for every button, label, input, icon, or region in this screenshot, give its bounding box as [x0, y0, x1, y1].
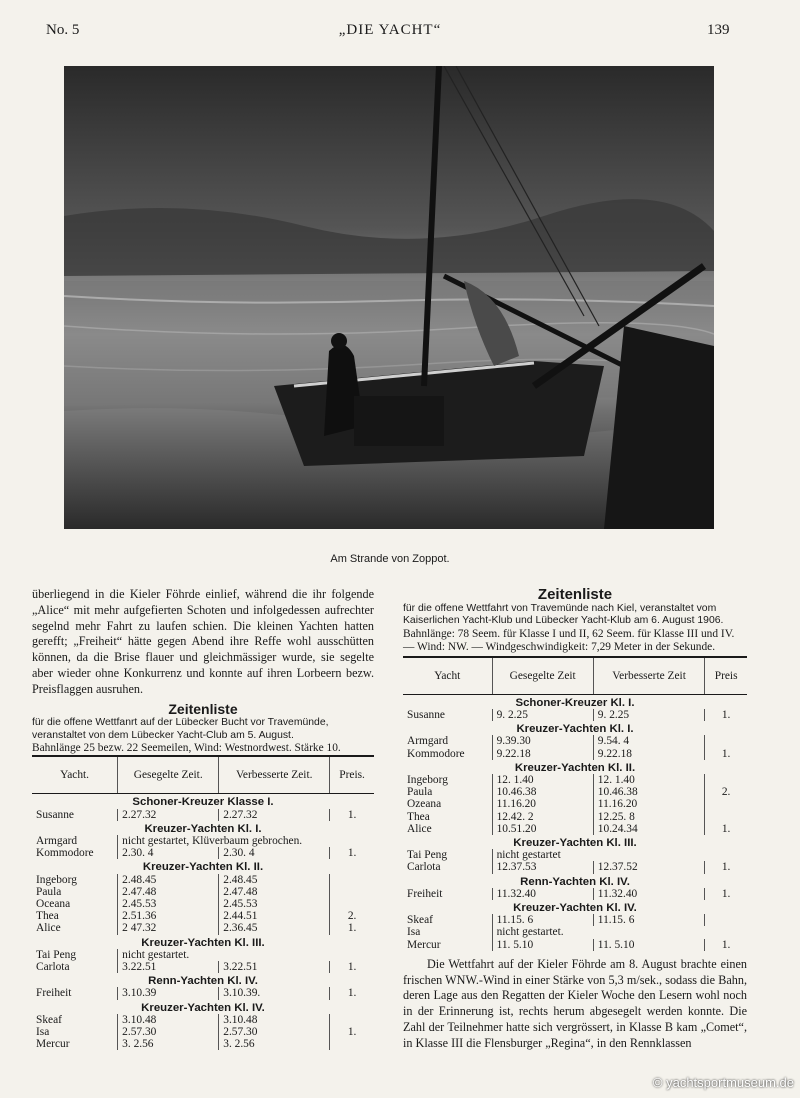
prize: 2. — [330, 910, 374, 922]
class-heading: Kreuzer-Yachten Kl. IV. — [513, 902, 637, 915]
table-row — [403, 709, 747, 721]
yacht-name: Ingeborg — [36, 873, 77, 886]
class-heading-row — [32, 794, 374, 809]
class-heading: Schoner-Kreuzer Kl. I. — [515, 696, 635, 709]
column-header: Preis. — [330, 756, 374, 794]
right-results-table — [403, 656, 747, 951]
corrected-time: 9. 2.25 — [593, 709, 704, 721]
prize — [705, 735, 747, 747]
yacht-name: Isa — [407, 926, 421, 939]
class-heading-row — [32, 821, 374, 835]
right-column — [403, 587, 747, 1052]
class-heading: Kreuzer-Yachten Kl. III. — [513, 837, 637, 850]
sailed-time: 11.32.40 — [492, 888, 593, 900]
corrected-time: 3.22.51 — [219, 961, 330, 973]
corrected-time: 9.22.18 — [593, 748, 704, 760]
watermark: © yachtsportmuseum.de — [652, 1075, 794, 1090]
prize — [705, 811, 747, 823]
prize — [705, 774, 747, 786]
yacht-name: Susanne — [407, 709, 445, 721]
class-heading: Kreuzer-Yachten Kl. IV. — [141, 1001, 265, 1014]
sailed-time: 2 47.32 — [118, 922, 219, 934]
class-heading-row — [32, 935, 374, 949]
table-row — [403, 849, 747, 861]
column-header: Preis — [705, 657, 747, 695]
class-heading: Kreuzer-Yachten Kl. I. — [516, 723, 634, 736]
corrected-time: 12.37.52 — [593, 861, 704, 873]
prize — [705, 798, 747, 810]
right-list-conditions: Bahnlänge: 78 Seem. für Klasse I und II, 62 Seem. für Klasse III und IV. — Wind: NW. — Windgeschwindigkeit: 7,29 Meter in der Sekunde. — [403, 627, 735, 653]
table-row — [32, 987, 374, 999]
sailed-time: nicht gestartet. — [118, 949, 374, 961]
sailed-time: nicht gestartet, Klüverbaum gebrochen. — [118, 835, 374, 847]
sailed-time: 9.39.30 — [492, 735, 593, 747]
corrected-time: 2.30. 4 — [219, 847, 330, 859]
sailed-time: 2.57.30 — [118, 1026, 219, 1038]
column-header: Gesegelte Zeit. — [118, 756, 219, 794]
yacht-name: Tai Peng — [36, 948, 77, 961]
sailed-time: 12. 1.40 — [492, 774, 593, 786]
prize: 2. — [705, 786, 747, 798]
right-paragraph — [403, 957, 747, 1052]
class-heading: Renn-Yachten Kl. IV. — [520, 875, 630, 888]
table-row — [403, 774, 747, 786]
table-row — [32, 961, 374, 973]
yacht-name: Alice — [36, 922, 61, 935]
sailed-time: 2.48.45 — [118, 874, 219, 886]
prize — [330, 1014, 374, 1026]
corrected-time: 11.15. 6 — [593, 914, 704, 926]
column-header: Gesegelte Zeit — [492, 657, 593, 695]
class-heading: Kreuzer-Yachten Kl. II. — [514, 761, 636, 774]
sailed-time: 11.16.20 — [492, 798, 593, 810]
yacht-name: Thea — [36, 910, 59, 923]
prize: 1. — [705, 823, 747, 835]
sailed-time: 2.47.48 — [118, 886, 219, 898]
yacht-name: Freiheit — [407, 887, 443, 900]
yacht-name: Paula — [407, 786, 433, 799]
sailed-time: 3.10.39 — [118, 987, 219, 999]
column-header: Yacht. — [32, 756, 118, 794]
class-heading-row — [403, 835, 747, 849]
prize — [705, 914, 747, 926]
table-row — [403, 823, 747, 835]
sailed-time: 3.22.51 — [118, 961, 219, 973]
corrected-time: 2.45.53 — [219, 898, 330, 910]
corrected-time: 2.57.30 — [219, 1026, 330, 1038]
corrected-time: 3.10.48 — [219, 1014, 330, 1026]
class-heading: Kreuzer-Yachten Kl. I. — [144, 822, 262, 835]
right-paragraph-text: Die Wettfahrt auf der Kieler Föhrde am 8. August brachte einen frischen WNW.-Wind in einer Stärke von 5,3 m/sek., sodass die Bahn, deren Lage aus den Regatten der Kieler Woche den Lesern wohl noch in der Erinnerung ist, rechts herum abgesegelt werden konnte. Die Zahl der Teilnehmer hatte sich vergrössert, in Klasse B kam „Comet“, in Klasse III die Flensburger „Regina“, in den Rennklassen — [403, 956, 747, 1050]
table-row — [403, 798, 747, 810]
yacht-name: Skeaf — [407, 914, 433, 927]
prize: 1. — [330, 987, 374, 999]
yacht-name: Freiheit — [36, 987, 72, 1000]
class-heading-row — [403, 760, 747, 774]
yacht-name: Ingeborg — [407, 774, 448, 787]
yacht-name: Mercur — [36, 1038, 70, 1051]
yacht-name: Alice — [407, 822, 432, 835]
left-column — [32, 587, 374, 1050]
sailed-time: 10.51.20 — [492, 823, 593, 835]
table-row — [32, 874, 374, 886]
corrected-time: 11.32.40 — [593, 888, 704, 900]
corrected-time: 12.25. 8 — [593, 811, 704, 823]
table-row — [32, 847, 374, 859]
yacht-name: Susanne — [36, 808, 74, 821]
class-heading: Renn-Yachten Kl. IV. — [148, 975, 258, 988]
sailed-time: 2.45.53 — [118, 898, 219, 910]
table-row — [32, 910, 374, 922]
table-row — [403, 735, 747, 747]
class-heading-row — [32, 1000, 374, 1014]
table-row — [32, 1038, 374, 1050]
sailed-time: 12.37.53 — [492, 861, 593, 873]
column-header: Yacht — [403, 657, 492, 695]
corrected-time: 2.47.48 — [219, 886, 330, 898]
sailed-time: 2.30. 4 — [118, 847, 219, 859]
yacht-name: Thea — [407, 810, 430, 823]
corrected-time: 2.27.32 — [219, 809, 330, 821]
yacht-name: Carlota — [407, 861, 441, 874]
left-results-table — [32, 755, 374, 1050]
class-heading-row — [403, 874, 747, 888]
table-row — [32, 886, 374, 898]
prize — [330, 874, 374, 886]
column-header: Verbesserte Zeit. — [219, 756, 330, 794]
corrected-time: 3.10.39. — [219, 987, 330, 999]
corrected-time: 3. 2.56 — [219, 1038, 330, 1050]
class-heading-row — [403, 694, 747, 709]
corrected-time: 12. 1.40 — [593, 774, 704, 786]
prize: 1. — [705, 709, 747, 721]
column-header: Verbesserte Zeit — [593, 657, 704, 695]
left-list-subtitle: für die offene Wettfanrt auf der Lübecker Bucht vor Travemünde, veranstaltet von dem Lübecker Yacht-Club am 5. August. — [32, 717, 329, 741]
beach-photo — [64, 66, 714, 529]
yacht-name: Ozeana — [407, 798, 442, 811]
journal-title: „DIE YACHT“ — [338, 22, 442, 38]
corrected-time: 2.44.51 — [219, 910, 330, 922]
right-list-subtitle: für die offene Wettfahrt von Travemünde nach Kiel, veranstaltet vom Kaiserlichen Yacht-Klub und Lübecker Yacht-Klub am 6. August 1906. — [403, 602, 724, 627]
photo-caption: Am Strande von Zoppot. — [330, 553, 450, 565]
sailed-time: 2.27.32 — [118, 809, 219, 821]
class-heading: Kreuzer-Yachten Kl. II. — [142, 861, 264, 874]
class-heading-row — [32, 973, 374, 987]
yacht-name: Armgard — [407, 735, 449, 748]
photo-illustration — [64, 66, 714, 529]
sailed-time: 3.10.48 — [118, 1014, 219, 1026]
sailed-time: 9.22.18 — [492, 748, 593, 760]
corrected-time: 10.46.38 — [593, 786, 704, 798]
prize: 1. — [330, 809, 374, 821]
class-heading-row — [403, 721, 747, 735]
corrected-time: 11. 5.10 — [593, 939, 704, 951]
table-row — [32, 809, 374, 821]
table-row — [403, 888, 747, 900]
prize: 1. — [705, 748, 747, 760]
prize — [330, 898, 374, 910]
yacht-name: Kommodore — [407, 747, 465, 760]
sailed-time: 9. 2.25 — [492, 709, 593, 721]
corrected-time: 9.54. 4 — [593, 735, 704, 747]
class-heading-row — [403, 900, 747, 914]
yacht-name: Kommodore — [36, 847, 94, 860]
corrected-time: 2.48.45 — [219, 874, 330, 886]
table-row — [32, 1026, 374, 1038]
yacht-name: Oceana — [36, 898, 71, 910]
table-row — [403, 786, 747, 798]
yacht-name: Carlota — [36, 961, 70, 974]
yacht-name: Isa — [36, 1026, 50, 1039]
corrected-time: 10.24.34 — [593, 823, 704, 835]
sailed-time: 10.46.38 — [492, 786, 593, 798]
sailed-time: 12.42. 2 — [492, 811, 593, 823]
table-row — [32, 898, 374, 910]
left-paragraph — [32, 587, 374, 698]
class-heading: Schoner-Kreuzer Klasse I. — [132, 796, 274, 809]
corrected-time: 11.16.20 — [593, 798, 704, 810]
yacht-name: Skeaf — [36, 1013, 62, 1026]
sailed-time: 11.15. 6 — [492, 914, 593, 926]
right-list-title: Zeitenliste — [537, 586, 613, 603]
sailed-time: 2.51.36 — [118, 910, 219, 922]
yacht-name: Mercur — [407, 938, 441, 951]
table-row — [32, 949, 374, 961]
prize: 1. — [330, 961, 374, 973]
left-paragraph-text: überliegend in die Kieler Föhrde einlief, während die ihr folgende „Alice“ mit mehr aufgefierten Schoten und infolgedessen aufrechter segelnd mehr Fahrt zu laufen schien. Die kleinen Yachten hatten gerefft; „Freiheit“ hätte gegen Abend ihre Reffe wohl ausschütten können, da die Brise flauer und gleichmässiger wurde, sie segelte aber wieder ohne Konkurrenz und konnte auf ihren Lorbeern bezw. Preisflaggen ausruhen. — [32, 587, 374, 696]
yacht-name: Tai Peng — [407, 849, 448, 862]
sailed-time: 3. 2.56 — [118, 1038, 219, 1050]
left-table-header — [32, 756, 374, 794]
prize: 1. — [705, 861, 747, 873]
left-list-title: Zeitenliste — [168, 700, 238, 717]
prize: 1. — [705, 939, 747, 951]
table-row — [32, 1014, 374, 1026]
sailed-time: nicht gestartet — [492, 849, 747, 861]
prize: 1. — [330, 1026, 374, 1038]
yacht-name: Armgard — [36, 834, 78, 847]
sailed-time: nicht gestartet. — [492, 926, 747, 938]
class-heading-row — [32, 859, 374, 873]
corrected-time: 2.36.45 — [219, 922, 330, 934]
table-row — [32, 922, 374, 934]
yacht-name: Paula — [36, 885, 62, 898]
prize — [330, 1038, 374, 1050]
sailed-time: 11. 5.10 — [492, 939, 593, 951]
prize: 1. — [330, 922, 374, 934]
prize: 1. — [330, 847, 374, 859]
class-heading: Kreuzer-Yachten Kl. III. — [141, 936, 265, 949]
prize — [330, 886, 374, 898]
table-row — [32, 835, 374, 847]
table-row — [403, 861, 747, 873]
table-row — [403, 926, 747, 938]
table-row — [403, 939, 747, 951]
left-list-conditions: Bahnlänge 25 bezw. 22 Seemeilen, Wind: Westnordwest. Stärke 10. — [32, 742, 341, 755]
prize: 1. — [705, 888, 747, 900]
table-row — [403, 748, 747, 760]
right-table-header — [403, 657, 747, 695]
table-row — [403, 811, 747, 823]
table-row — [403, 914, 747, 926]
page-number: 139 — [707, 22, 730, 38]
issue-number: No. 5 — [46, 22, 80, 38]
